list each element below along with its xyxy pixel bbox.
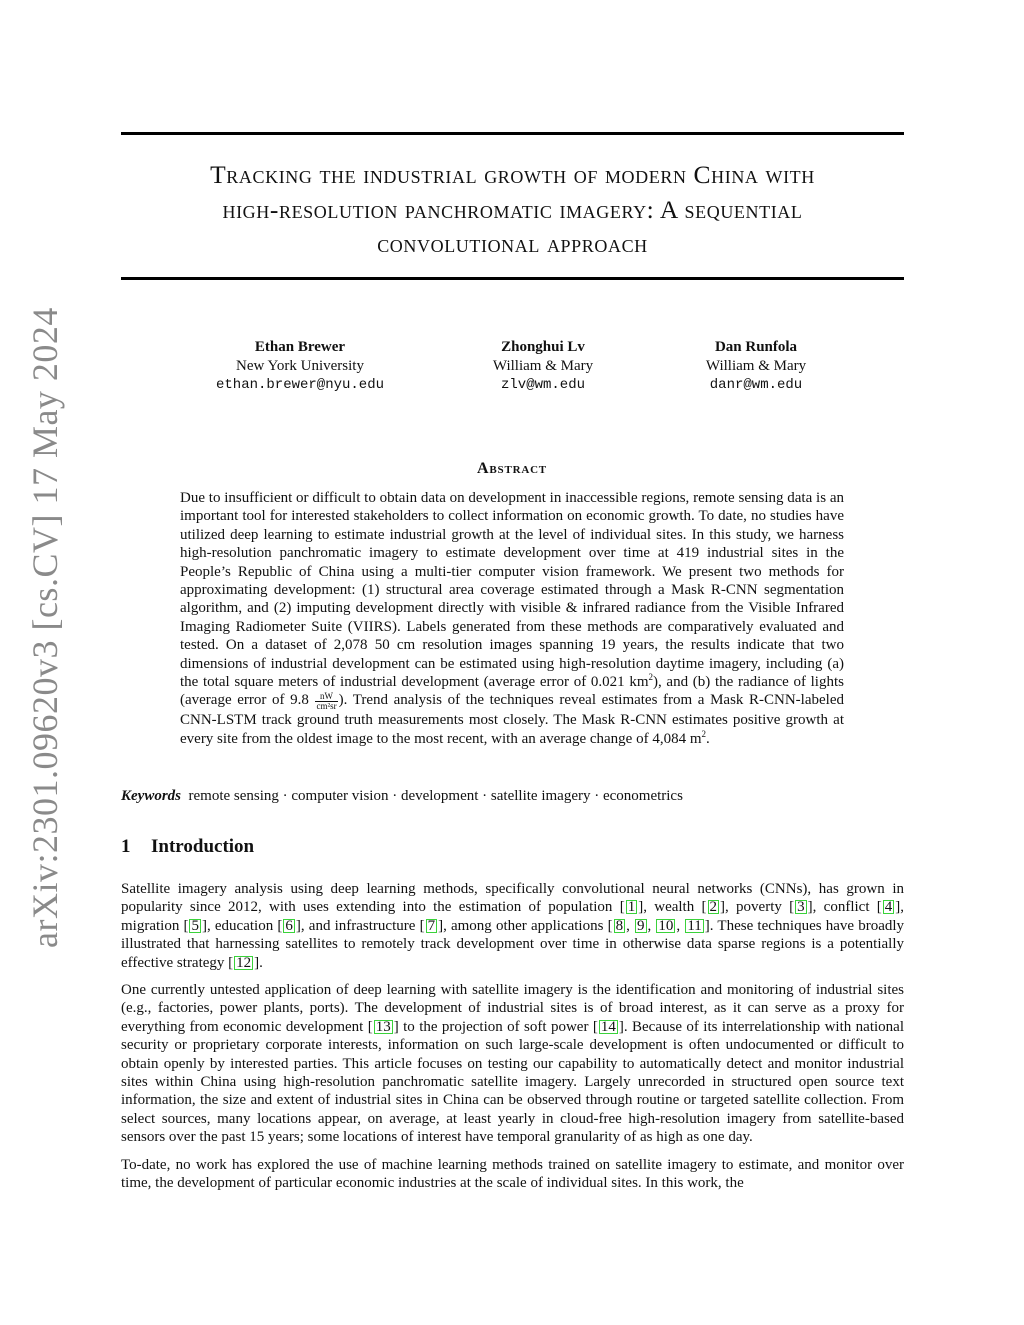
keywords-list: remote sensing · computer vision · development · satellite imagery · econometrics	[188, 788, 683, 804]
text-run: One currently untested application of deep learning with satellite imagery is the identification and monitoring of industrial sites (e.g., factories, power plants, ports). The development of industrial sites is of broad interest, as it can serve as a proxy for everything from economic development	[121, 982, 904, 1035]
abstract-segment: ), and (b) the radiance of lights (average error of 9.8	[180, 674, 844, 709]
citation-link[interactable]: 13	[375, 1018, 391, 1035]
citation-link[interactable]: 9	[637, 917, 645, 934]
text-run: to the projection of soft power	[403, 1018, 589, 1035]
author-block	[636, 338, 876, 395]
paragraph: To-date, no work has explored the use of machine learning methods trained on satellite imagery to estimate, and monitor over time, the development of particular economic industries at the scale of individual sites. In this work, the	[121, 1156, 904, 1192]
text-run: , and infrastructure	[300, 917, 416, 934]
author-email[interactable]: danr@wm.edu	[709, 377, 803, 393]
title-line: Tracking the industrial growth of modern China with	[210, 160, 815, 189]
text-run: . Because of its interrelationship with national security or proprietary corporate interests, information on such large-scale development is often undocumented or difficult to obtain openly by interested parties. This article focuses on testing our capability to automatically detect and monitor industrial sites within China using high-resolution panchromatic satellite imagery. Largely unrecorded in structured open source text information, the size and extent of industrial sites in China can be observed through routine or targeted satellite collection. From select sources, many locations appear, on average, at least yearly in cloud-free high-resolution imagery from satellite-based sensors over the past 15 years; some locations of interest have temporal granularity of as high as one day.	[121, 1018, 904, 1146]
fraction-denominator: cm²sr	[316, 701, 337, 712]
introduction-body	[121, 880, 904, 1202]
citation-link[interactable]: 6	[285, 917, 293, 934]
keywords-label: Keywords	[121, 788, 181, 804]
citation-link[interactable]: 7	[427, 917, 436, 934]
section-heading	[121, 836, 254, 858]
radiance-unit-fraction	[315, 692, 337, 711]
text-run: , conflict	[812, 899, 870, 916]
author-email[interactable]: zlv@wm.edu	[500, 377, 585, 393]
citation-link[interactable]: 8	[615, 917, 624, 934]
author-name: Dan Runfola	[714, 339, 798, 355]
citation-link[interactable]: 3	[797, 899, 805, 916]
abstract-segment: .	[706, 730, 710, 747]
text-run: , among other applications	[443, 917, 604, 934]
title-line: high-resolution panchromatic imagery: A sequential	[222, 194, 803, 224]
section-number: 1	[121, 836, 131, 857]
text-run: Satellite imagery analysis using deep learning methods, specifically convolutional neural networks (CNNs), has grown in popularity since 2012, with uses extending into the estimation of population	[121, 881, 904, 916]
text-run: .	[259, 954, 263, 971]
title-line: convolutional approach	[377, 229, 648, 258]
title-rule-top	[121, 132, 904, 135]
citation-link[interactable]: 1	[627, 899, 636, 916]
abstract-heading: Abstract	[477, 460, 547, 477]
title-rule-bottom	[121, 277, 904, 280]
author-name: Zhonghui Lv	[501, 339, 585, 355]
superscript: 2	[701, 728, 706, 739]
superscript: 2	[648, 672, 653, 683]
arxiv-identifier-stamp: arXiv:2301.09620v3 [cs.CV] 17 May 2024	[25, 307, 65, 948]
citation-link[interactable]: 14	[600, 1018, 616, 1035]
text-run: , wealth	[643, 899, 695, 916]
citation-link[interactable]: 5	[191, 917, 199, 934]
citation-link[interactable]: 10	[658, 917, 674, 934]
citation-link[interactable]: 2	[709, 899, 718, 916]
author-block	[180, 338, 420, 395]
text-run: , education	[206, 917, 274, 934]
author-block	[423, 338, 663, 395]
paper-title	[121, 158, 904, 262]
section-title: Introduction	[151, 836, 255, 857]
abstract-text	[180, 489, 844, 748]
abstract-segment: Due to insufficient or difficult to obtain data on development in inaccessible regions, remote sensing data is an important tool for interested stakeholders to collect information on economic growth. To date, no studies have utilized deep learning to estimate industrial growth at the level of individual sites. In this study, we harness high-resolution panchromatic imagery to estimate development over time at 419 industrial sites in the People’s Republic of China using a multi-tier computer vision framework. We present two methods for approximating development: (1) structural area coverage estimated through a Mask R-CNN segmentation algorithm, and (2) imputing development directly with visible & infrared radiance from the Visible Infrared Imaging Radiometer Suite (VIIRS). Labels generated from these methods are comparatively evaluated and tested. On a dataset of 2,078 50 cm resolution images spanning 19 years, the results indicate that two dimensions of industrial development can be estimated using high-resolution daytime imagery, including (a) the total square meters of industrial development (average error of 0.021 km	[180, 490, 844, 691]
paragraph: Satellite imagery analysis using deep learning methods, specifically convolutional neural networks (CNNs), has grown in popularity since 2012, with uses extending into the estimation of population [ 1 ], wealth [ 2 ], poverty [ 3 ], conflict [ 4 ], migration [ 5 ], education [ 6 ], and infrastructure [ 7 ], among other applications [ 8 , 9 , 10 , 11 ]. These techniques have broadly illustrated that harnessing satellites to remotely track development over time in otherwise data sparse regions is a potentially effective strategy [ 12 ].	[121, 881, 905, 971]
text-run: , migration	[121, 899, 905, 934]
abstract-segment: ). Trend analysis of the techniques reveal estimates from a Mask R-CNN-labeled CNN-LSTM track ground truth measurements most closely. The Mask R-CNN estimates positive growth at every site from the oldest image to the most recent, with an average change of 4,084 m	[180, 692, 844, 747]
author-affiliation: William & Mary	[705, 358, 807, 374]
text-run: . These techniques have broadly illustrated that harnessing satellites to remotely track development over time in otherwise data sparse regions is a potentially effective strategy	[121, 917, 905, 971]
fraction-numerator: nW	[315, 692, 337, 702]
author-affiliation: New York University	[236, 358, 364, 374]
author-affiliation: William & Mary	[492, 358, 594, 374]
citation-link[interactable]: 11	[687, 917, 702, 934]
text-run: , poverty	[725, 899, 782, 916]
author-email[interactable]: ethan.brewer@nyu.edu	[215, 377, 385, 393]
paragraph: One currently untested application of deep learning with satellite imagery is the identification and monitoring of industrial sites (e.g., factories, power plants, ports). The development of industrial sites is of broad interest, as it can serve as a proxy for everything from economic development [ 13 ] to the projection of soft power [ 14 ]. Because of its interrelationship with national security or proprietary corporate interests, information on such large-scale development is often undocumented or difficult to obtain openly by interested parties. This article focuses on testing our capability to automatically detect and monitor industrial sites within China using high-resolution panchromatic satellite imagery. Largely unrecorded in structured open source text information, the size and extent of industrial sites in China can be observed through routine or targeted satellite collection. From select sources, many locations appear, on average, at least yearly in cloud-free high-resolution imagery from satellite-based sensors over the past 15 years; some locations of interest have temporal granularity of as high as one day.	[121, 982, 904, 1146]
citation-link[interactable]: 12	[236, 954, 252, 971]
citation-link[interactable]: 4	[884, 899, 893, 916]
author-name: Ethan Brewer	[254, 339, 346, 355]
keywords-line	[121, 787, 904, 806]
